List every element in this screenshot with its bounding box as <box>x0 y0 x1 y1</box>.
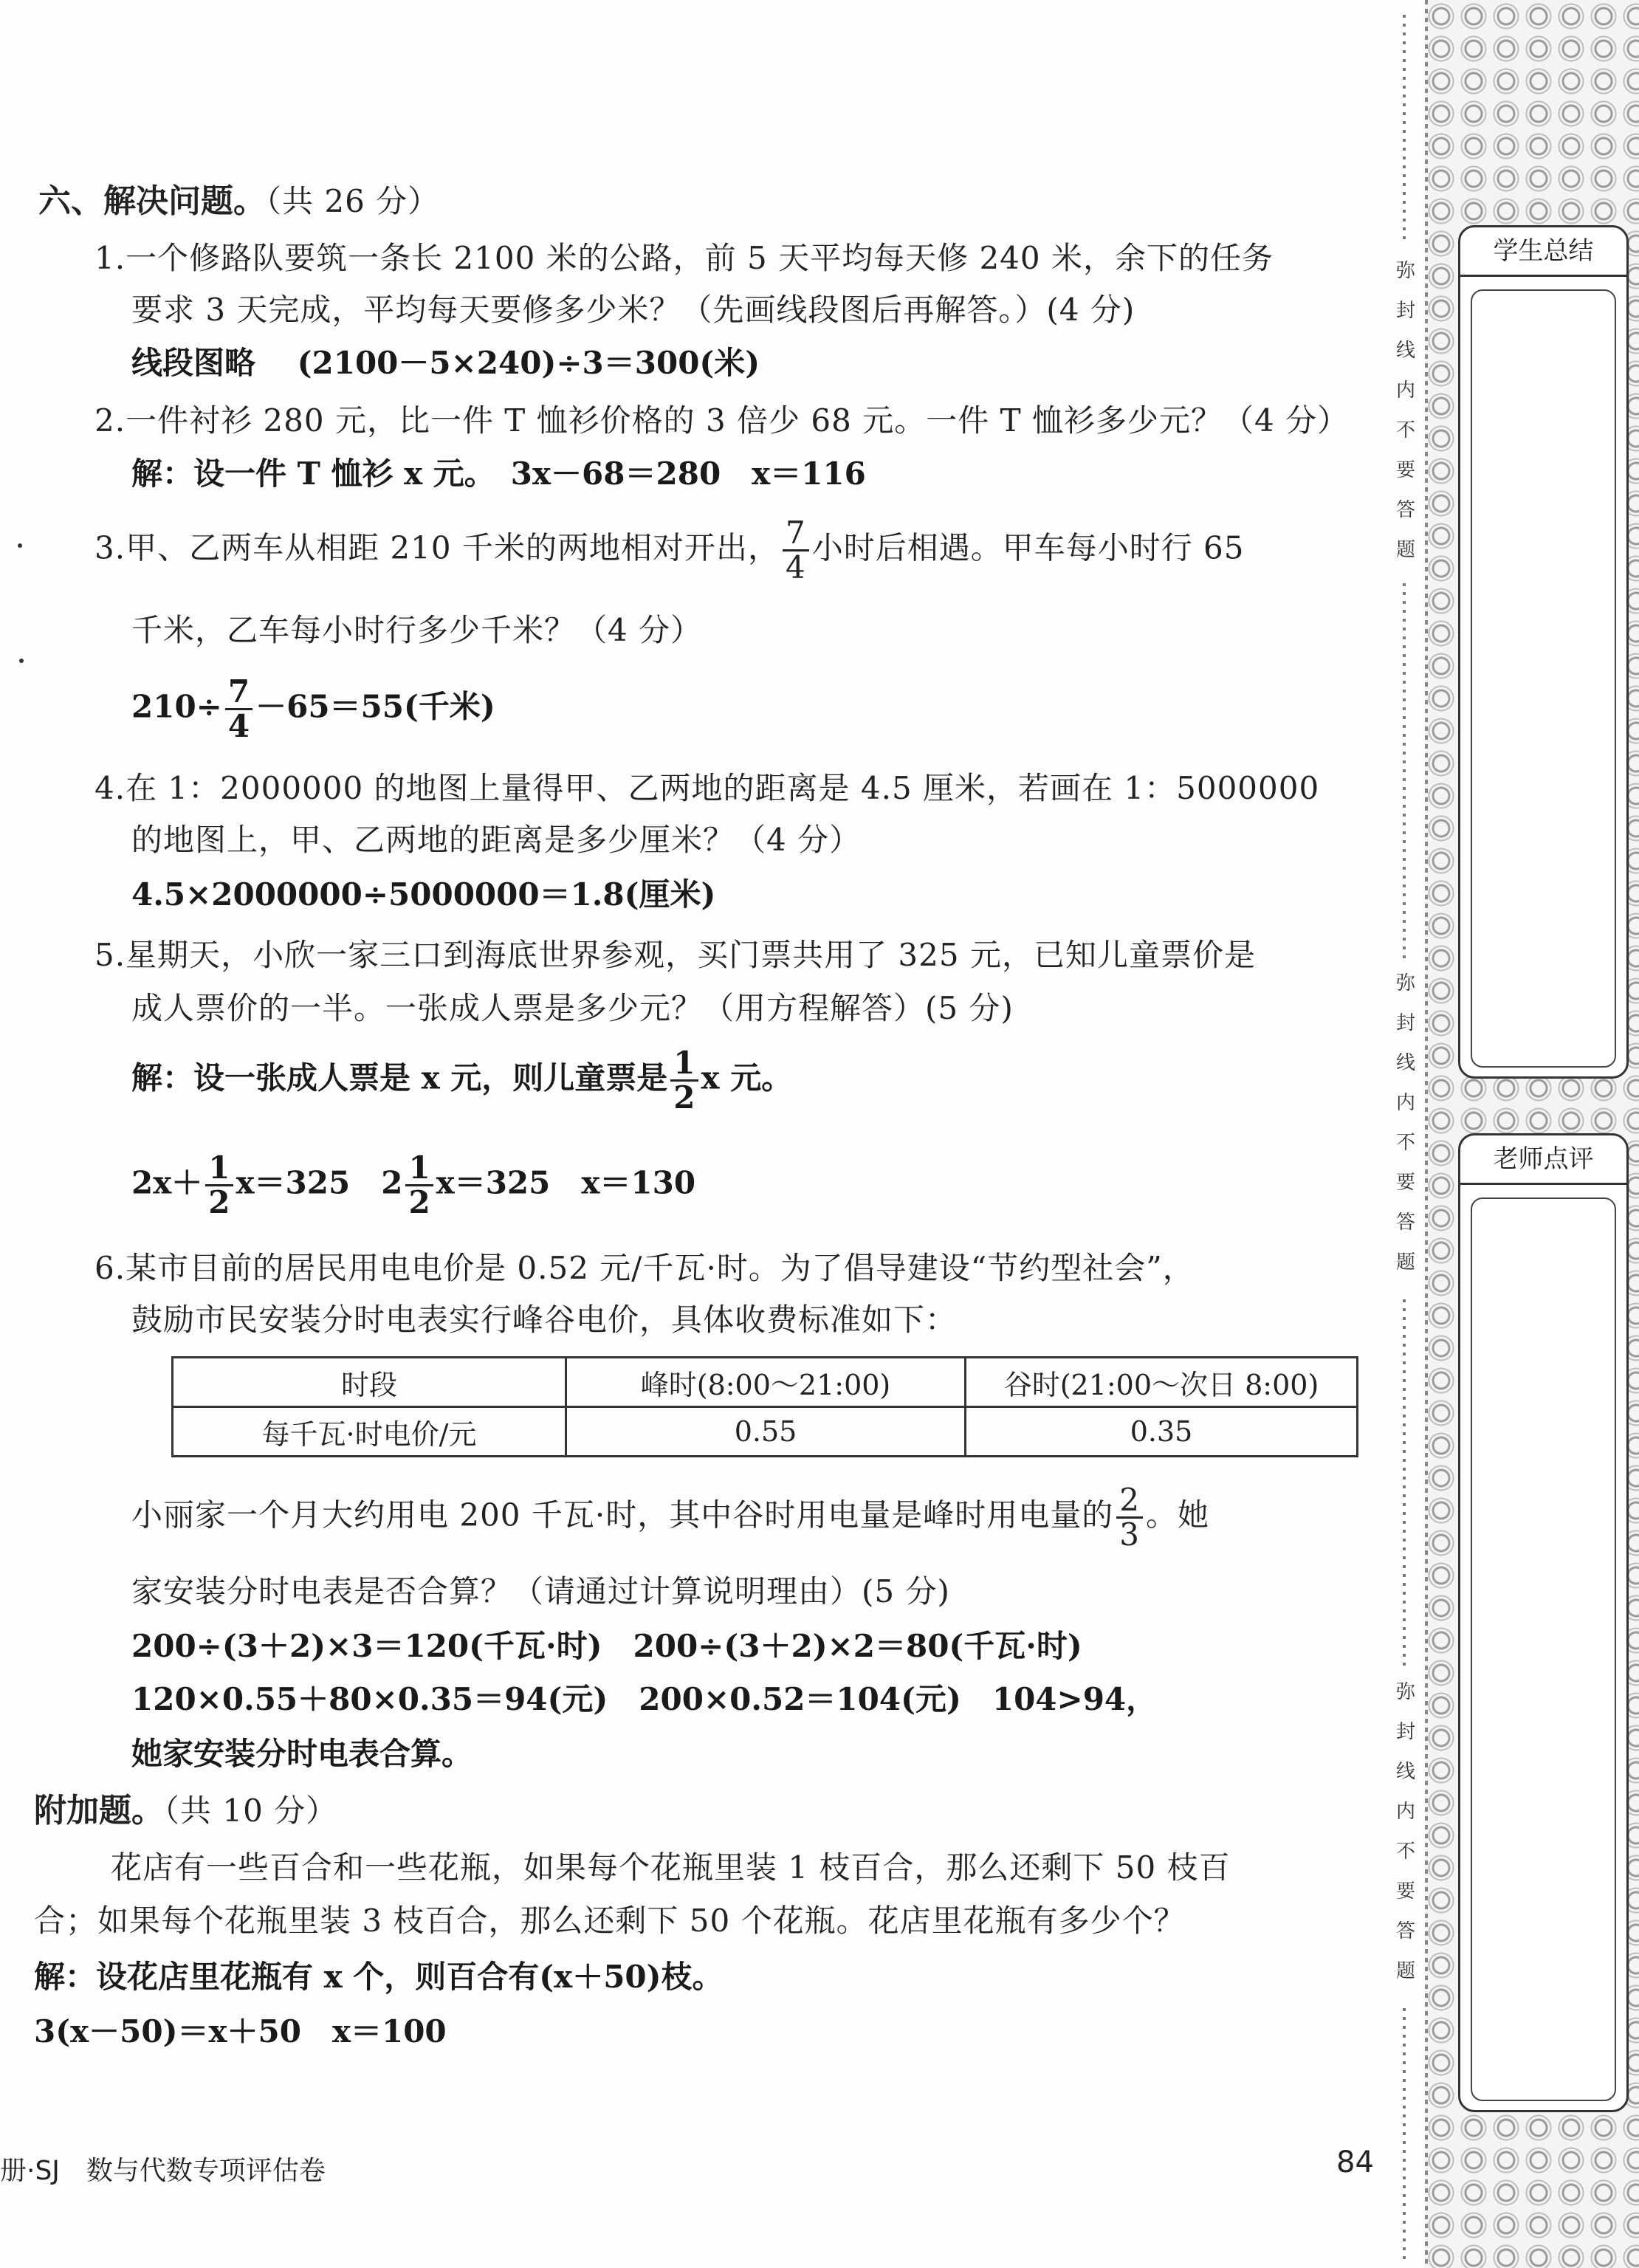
problem-5-answer-1: 解：设一张成人票是 x 元，则儿童票是 $\frac{1}{2}$ x 元。 <box>131 1045 793 1116</box>
table-cell: 每千瓦·时电价/元 <box>173 1407 566 1457</box>
problem-3-answer: 210÷ $\frac{7}{4}$ －65＝55(千米) <box>131 673 495 744</box>
table-cell: 0.55 <box>566 1407 966 1457</box>
extra-score: （共 10 分） <box>164 1793 338 1829</box>
problem-1-line-2: 要求 3 天完成，平均每天要修多少米？（先画线段图后再解答。）(4 分) <box>131 292 1135 328</box>
table-cell: 0.35 <box>966 1407 1358 1457</box>
seal-text-1: 弥 封 线 内 不 要 答 题 <box>1395 260 1415 561</box>
problem-5-line-1: 5.星期天，小欣一家三口到海底世界参观，买门票共用了 325 元，已知儿童票价是 <box>95 937 1256 973</box>
section-title: 六、解决问题。 <box>38 182 266 220</box>
teacher-comment-panel <box>1458 1133 1629 2112</box>
extra-answer-2: 3(x－50)＝x＋50 x＝100 <box>34 2013 447 2049</box>
extra-title: 附加题。 <box>34 1792 164 1829</box>
teacher-comment-title: 老师点评 <box>1460 1135 1626 1185</box>
problem-4-answer: 4.5×2000000÷5000000＝1.8(厘米) <box>131 876 716 913</box>
problem-6-answer-3: 她家安装分时电表合算。 <box>131 1736 473 1772</box>
seal-dotted-line <box>1403 583 1406 960</box>
seal-dotted-line <box>1403 2008 1406 2259</box>
fraction: $\frac{2}{3}$ <box>1116 1484 1143 1551</box>
seal-text-2: 弥 封 线 内 不 要 答 题 <box>1395 972 1415 1274</box>
section-heading <box>38 174 439 225</box>
footer-book-info: 册·SJ 数与代数专项评估卷 <box>0 2156 326 2186</box>
table-header-cell: 峰时(8:00～21:00) <box>566 1358 966 1407</box>
table-row <box>173 1407 1358 1457</box>
fraction: $\frac{1}{2}$ <box>205 1152 233 1219</box>
fraction: $\frac{7}{4}$ <box>225 676 252 743</box>
extra-line-2: 合；如果每个花瓶里装 3 枝百合，那么还剩下 50 个花瓶。花店里花瓶有多少个？ <box>34 1903 1186 1939</box>
page-number: 84 <box>1336 2145 1374 2179</box>
problem-6-line-3: 小丽家一个月大约用电 200 千瓦·时，其中谷时用电量是峰时用电量的 $\frac{2}{3}$ 。她 <box>131 1482 1209 1553</box>
problem-4-line-2: 的地图上，甲、乙两地的距离是多少厘米？（4 分） <box>131 822 862 858</box>
table-header-cell: 时段 <box>173 1358 566 1407</box>
problem-2-line-1: 2.一件衬衫 280 元，比一件 T 恤衫价格的 3 倍少 68 元。一件 T 恤衫多少元？（4 分） <box>95 402 1350 439</box>
problem-5-line-2: 成人票价的一半。一张成人票是多少元？（用方程解答）(5 分) <box>131 990 1014 1026</box>
problem-4-line-1: 4.在 1：2000000 的地图上量得甲、乙两地的距离是 4.5 厘米，若画在 1：5000000 <box>95 770 1320 806</box>
fraction: $\frac{1}{2}$ <box>670 1047 698 1114</box>
border-edge <box>1425 0 1428 2268</box>
problem-6-answer-1: 200÷(3＋2)×3＝120(千瓦·时) 200÷(3＋2)×2＝80(千瓦·时) <box>131 1628 1082 1664</box>
scan-dot <box>18 543 22 548</box>
seal-dotted-line <box>1403 1299 1406 1669</box>
problem-6-answer-2: 120×0.55＋80×0.35＝94(元) 200×0.52＝104(元) 104>94， <box>131 1681 1158 1717</box>
extra-heading <box>34 1784 337 1835</box>
problem-6-line-2: 鼓励市民安装分时电表实行峰谷电价，具体收费标准如下： <box>131 1302 958 1338</box>
problem-3-line-2: 千米，乙车每小时行多少千米？（4 分） <box>131 612 703 648</box>
problem-6-line-1: 6.某市目前的居民用电电价是 0.52 元/千瓦·时。为了倡导建设“节约型社会”， <box>95 1250 1195 1286</box>
section-score: （共 26 分） <box>266 183 440 219</box>
extra-answer-1: 解：设花店里花瓶有 x 个，则百合有(x＋50)枝。 <box>34 1959 724 1995</box>
fraction: $\frac{7}{4}$ <box>783 517 809 584</box>
problem-6-line-4: 家安装分时电表是否合算？（请通过计算说明理由）(5 分) <box>131 1573 950 1609</box>
fraction: $\frac{1}{2}$ <box>405 1152 433 1219</box>
problem-2-answer: 解：设一件 T 恤衫 x 元。 3x－68＝280 x＝116 <box>131 456 866 492</box>
extra-line-1: 花店有一些百合和一些花瓶，如果每个花瓶里装 1 枝百合，那么还剩下 50 枝百 <box>111 1849 1231 1886</box>
problem-1-line-1: 1.一个修路队要筑一条长 2100 米的公路，前 5 天平均每天修 240 米，余下的任务 <box>95 240 1274 276</box>
problem-1-answer: 线段图略 (2100－5×240)÷3＝300(米) <box>131 345 760 381</box>
seal-dotted-line <box>1403 15 1406 244</box>
table-header-cell: 谷时(21:00～次日 8:00) <box>966 1358 1358 1407</box>
teacher-comment-box[interactable] <box>1471 1197 1616 2101</box>
problem-5-answer-2: 2x＋ $\frac{1}{2}$ x＝325 2 $\frac{1}{2}$ x＝325 x＝130 <box>131 1150 696 1220</box>
table-header-row <box>173 1358 1358 1407</box>
problem-3-line-1: 3.甲、乙两车从相距 210 千米的两地相对开出， $\frac{7}{4}$ 小时后相遇。甲车每小时行 65 <box>95 515 1245 585</box>
student-summary-box[interactable] <box>1471 289 1616 1068</box>
student-summary-title: 学生总结 <box>1460 227 1626 277</box>
student-summary-panel <box>1458 225 1629 1079</box>
scan-dot <box>19 659 24 663</box>
price-table <box>171 1356 1358 1457</box>
seal-text-3: 弥 封 线 内 不 要 答 题 <box>1395 1681 1415 1982</box>
